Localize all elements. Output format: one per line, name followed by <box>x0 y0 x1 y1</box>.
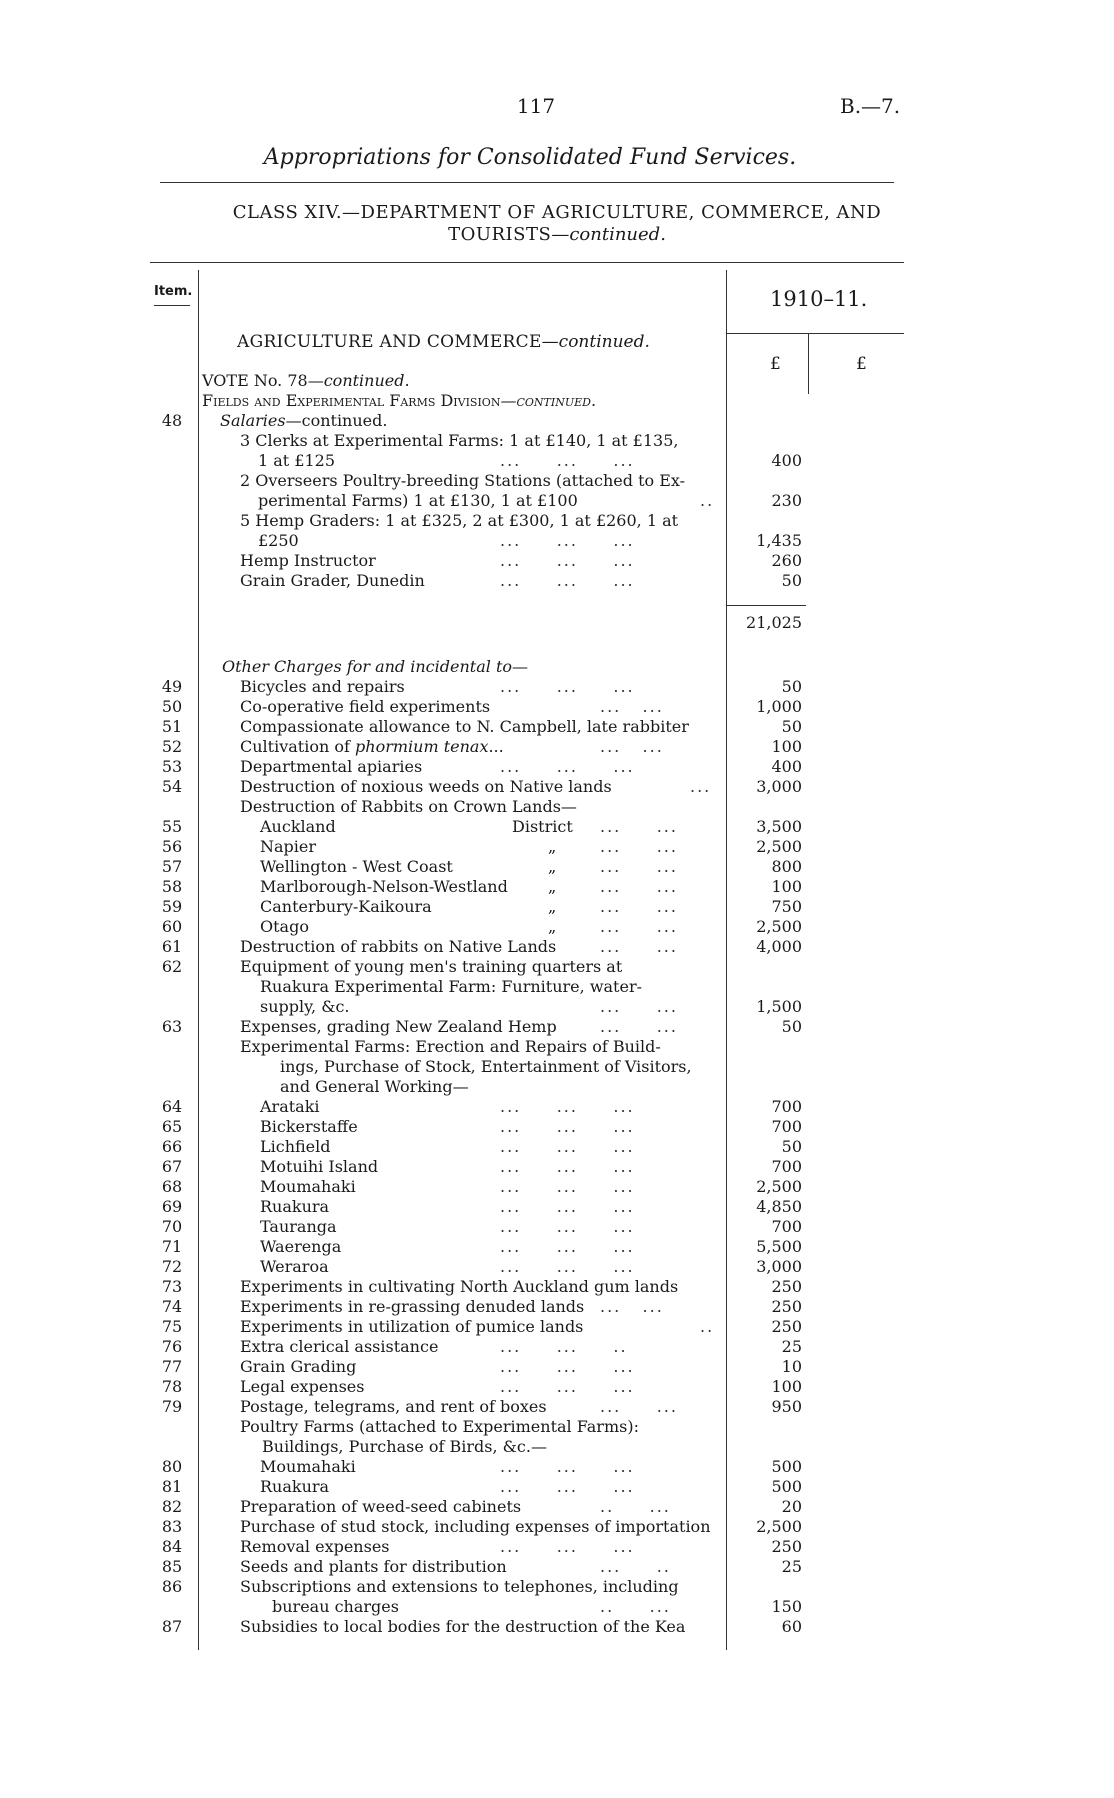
table-row <box>0 837 1114 857</box>
item-description: Experiments in utilization of pumice lands <box>240 1317 584 1336</box>
leader-dots: ... ... ... <box>500 1137 635 1156</box>
item-number: 79 <box>161 1397 183 1416</box>
leader-dots: ... ... ... <box>500 1157 635 1176</box>
item-description: Destruction of noxious weeds on Native lands <box>240 777 612 796</box>
item-column-header: Item. <box>154 284 193 299</box>
hemp-graders-amount: 1,435 <box>756 531 802 550</box>
item-description: Experiments in cultivating North Auckland gum lands <box>240 1277 679 1296</box>
subtotal-rule <box>726 605 806 606</box>
title-rule <box>160 182 894 183</box>
table-row <box>0 677 1114 697</box>
item-number: 61 <box>161 937 183 956</box>
table-row <box>0 1257 1114 1277</box>
table-row <box>0 1517 1114 1537</box>
item-number: 86 <box>161 1577 183 1596</box>
amount-cell: 250 <box>771 1297 802 1316</box>
item-number: 69 <box>161 1197 183 1216</box>
item-description: Subsidies to local bodies for the destruction of the Kea <box>240 1617 686 1636</box>
leader-dots: ... ... <box>600 817 678 836</box>
leader-dots: ... ... <box>600 837 678 856</box>
item-number: 49 <box>161 677 183 696</box>
item-description: Canterbury-Kaikoura <box>260 897 432 916</box>
leader-dots: ... ... ... <box>500 551 635 570</box>
poultry-heading-line1: Poultry Farms (attached to Experimental Farms): <box>240 1417 639 1436</box>
item-description: Moumahaki <box>260 1177 356 1196</box>
currency-symbol-col1: £ <box>770 354 781 374</box>
item-number: 64 <box>161 1097 183 1116</box>
item-number: 72 <box>161 1257 183 1276</box>
other-charges-heading: Other Charges for and incidental to— <box>222 657 529 676</box>
item-description: Extra clerical assistance <box>240 1337 439 1356</box>
amount-cell: 2,500 <box>756 1177 802 1196</box>
salaries-heading <box>220 411 387 431</box>
leader-dots: ... ... ... <box>500 1457 635 1476</box>
table-row <box>0 1097 1114 1117</box>
leader-dots: ... ... ... <box>500 1177 635 1196</box>
item-number: 80 <box>161 1457 183 1476</box>
grain-grader-amount: 50 <box>781 571 802 590</box>
item-number: 82 <box>161 1497 183 1516</box>
leader-dots: ... ... ... <box>500 1477 635 1496</box>
overseers-amount: 230 <box>771 491 802 510</box>
item-number: 58 <box>161 877 183 896</box>
leader-dots: ... .. <box>600 1557 671 1576</box>
amount-cell: 700 <box>771 1217 802 1236</box>
hemp-instructor: Hemp Instructor <box>240 551 376 570</box>
division-text: Fields and Experimental Farms Division <box>202 391 501 410</box>
item-number: 76 <box>161 1337 183 1356</box>
amount-cell: 50 <box>781 1017 802 1036</box>
table-top-rule <box>150 262 904 263</box>
item-description: Arataki <box>260 1097 320 1116</box>
item-description: Otago <box>260 917 309 936</box>
leader-dots: ... ... <box>600 697 664 716</box>
item-description: Purchase of stud stock, including expenses of importation <box>240 1517 711 1536</box>
leader-dots: ... ... <box>600 997 678 1016</box>
amount-cell: 3,000 <box>756 1257 802 1276</box>
amount-cell: 700 <box>771 1157 802 1176</box>
item-description: Legal expenses <box>240 1377 365 1396</box>
item-description: Cultivation of <box>240 737 350 756</box>
amount-cell: 50 <box>781 1137 802 1156</box>
leader-dots: ... ... ... <box>500 1217 635 1236</box>
salaries-text: Salaries <box>220 411 286 430</box>
amount-cell: 20 <box>781 1497 802 1516</box>
item-number: 57 <box>161 857 183 876</box>
table-row: 52 Cultivation of phormium tenax... ... ... 100 <box>0 737 1114 757</box>
item-description: Experiments in re-grassing denuded lands <box>240 1297 585 1316</box>
item-header-rule <box>154 305 190 306</box>
item-description: Seeds and plants for distribution <box>240 1557 507 1576</box>
amount-cell: 3,500 <box>756 817 802 836</box>
item-number: 59 <box>161 897 183 916</box>
table-row <box>0 1217 1114 1237</box>
item-description: Napier <box>260 837 317 856</box>
leader-dots: ... <box>690 777 712 796</box>
table-row <box>0 1577 1114 1597</box>
table-row <box>0 697 1114 717</box>
amount-cell: 4,850 <box>756 1197 802 1216</box>
table-row <box>0 957 1114 977</box>
leader-dots: ... ... ... <box>500 757 635 776</box>
item-number: 51 <box>161 717 183 736</box>
item-description: Waerenga <box>260 1237 342 1256</box>
item-number: 60 <box>161 917 183 936</box>
clerks-line2: 1 at £125 <box>258 451 336 470</box>
item-description: Expenses, grading New Zealand Hemp <box>240 1017 557 1036</box>
amount-cell: 60 <box>781 1617 802 1636</box>
item-description: Lichfield <box>260 1137 331 1156</box>
table-row <box>0 1397 1114 1417</box>
item-number: 74 <box>161 1297 183 1316</box>
item-number: 75 <box>161 1317 183 1336</box>
amount-cell: 2,500 <box>756 1517 802 1536</box>
item-description: Ruakura Experimental Farm: Furniture, water- <box>260 977 642 996</box>
amount-cell: 400 <box>771 757 802 776</box>
poultry-heading-line2: Buildings, Purchase of Birds, &c.— <box>262 1437 547 1456</box>
leader-dots: ... ... <box>600 917 678 936</box>
table-row <box>0 777 1114 797</box>
salaries-total: 21,025 <box>746 613 802 632</box>
table-row <box>0 1337 1114 1357</box>
leader-dots: ... ... ... <box>500 1197 635 1216</box>
amount-cell: 3,000 <box>756 777 802 796</box>
table-row <box>0 877 1114 897</box>
item-description: Ruakura <box>260 1477 330 1496</box>
amount-cell: 10 <box>781 1357 802 1376</box>
year-column-header: 1910–11. <box>770 287 868 311</box>
ditto-mark: „ <box>548 877 557 896</box>
section-title-continued: —continued. <box>541 332 650 352</box>
item-description: Ruakura <box>260 1197 330 1216</box>
item-number: 48 <box>161 411 183 430</box>
table-row <box>0 1017 1114 1037</box>
table-row <box>0 1377 1114 1397</box>
item-number: 68 <box>161 1177 183 1196</box>
item-number: 85 <box>161 1557 183 1576</box>
leader-dots: ... ... <box>600 1017 678 1036</box>
leader-dots: ... ... ... <box>500 1537 635 1556</box>
table-row <box>0 1277 1114 1297</box>
item-description: Removal expenses <box>240 1537 390 1556</box>
item-description: Destruction of rabbits on Native Lands <box>240 937 557 956</box>
ditto-mark: „ <box>548 917 557 936</box>
amount-cell: 100 <box>771 737 802 756</box>
item-number: 70 <box>161 1217 183 1236</box>
class-heading-line2: TOURISTS <box>448 224 552 245</box>
table-row <box>0 1357 1114 1377</box>
amount-cell: 25 <box>781 1557 802 1576</box>
item-description: supply, &c. <box>260 997 350 1016</box>
currency-symbol-col2: £ <box>856 354 867 374</box>
leader-dots: .. <box>700 491 715 510</box>
division-continued: —continued. <box>500 391 597 410</box>
item-number: 81 <box>161 1477 183 1496</box>
item-description: bureau charges <box>272 1597 399 1616</box>
item-description: Auckland <box>260 817 336 836</box>
overseers-line1: 2 Overseers Poultry-breeding Stations (attached to Ex- <box>240 471 686 490</box>
item-description: Moumahaki <box>260 1457 356 1476</box>
item-description: Compassionate allowance to N. Campbell, late rabbiter <box>240 717 689 736</box>
table-row <box>0 1297 1114 1317</box>
item-number: 50 <box>161 697 183 716</box>
item-number: 84 <box>161 1537 183 1556</box>
leader-dots: ... ... ... <box>500 1257 635 1276</box>
table-row <box>0 1117 1114 1137</box>
farms-heading-line2: ings, Purchase of Stock, Entertainment of Visitors, <box>280 1057 692 1076</box>
table-row <box>0 937 1114 957</box>
table-row <box>0 1457 1114 1477</box>
table-row <box>0 817 1114 837</box>
table-row <box>0 1137 1114 1157</box>
item-number: 71 <box>161 1237 183 1256</box>
leader-dots: .. ... <box>600 1597 671 1616</box>
amount-cell: 1,000 <box>756 697 802 716</box>
district-label: District <box>512 817 573 836</box>
page-title: Appropriations for Consolidated Fund Services. <box>263 145 797 170</box>
amount-cell: 5,500 <box>756 1237 802 1256</box>
class-heading <box>0 202 1114 246</box>
item-description: phormium tenax <box>355 737 489 756</box>
ditto-mark: „ <box>548 857 557 876</box>
table-row <box>0 917 1114 937</box>
item-description: Tauranga <box>260 1217 337 1236</box>
item-description: Weraroa <box>260 1257 329 1276</box>
hemp-graders-line1: 5 Hemp Graders: 1 at £325, 2 at £300, 1 at £260, 1 at <box>240 511 679 530</box>
class-heading-line1: CLASS XIV.—DEPARTMENT OF AGRICULTURE, COMMERCE, AND <box>232 202 882 223</box>
item-description: Marlborough-Nelson-Westland <box>260 877 508 896</box>
table-row <box>0 1617 1114 1637</box>
amount-cell: 100 <box>771 877 802 896</box>
item-description: Postage, telegrams, and rent of boxes <box>240 1397 547 1416</box>
vote-continued: —continued. <box>307 371 410 390</box>
page-number: 117 <box>516 94 556 118</box>
amount-cell: 50 <box>781 677 802 696</box>
amount-cell: 700 <box>771 1097 802 1116</box>
leader-dots: ... ... .. <box>500 1337 628 1356</box>
amount-cell: 800 <box>771 857 802 876</box>
year-header-rule <box>726 333 904 334</box>
leader-dots: ... ... ... <box>500 1377 635 1396</box>
item-description: Departmental apiaries <box>240 757 423 776</box>
division-heading <box>202 391 596 411</box>
vote-text: VOTE No. 78 <box>202 371 308 390</box>
leader-dots: ... ... <box>600 857 678 876</box>
item-number: 52 <box>161 737 183 756</box>
item-number: 56 <box>161 837 183 856</box>
ditto-mark: „ <box>548 897 557 916</box>
leader-dots: ... ... <box>600 877 678 896</box>
table-row <box>0 1477 1114 1497</box>
leader-dots: ... ... <box>600 937 678 956</box>
item-number: 53 <box>161 757 183 776</box>
item-number: 67 <box>161 1157 183 1176</box>
clerks-amount: 400 <box>771 451 802 470</box>
leader-dots: ... ... ... <box>500 1237 635 1256</box>
table-row <box>0 1317 1114 1337</box>
amount-cell: 700 <box>771 1117 802 1136</box>
leader-dots: ... ... ... <box>500 677 635 696</box>
table-row <box>0 857 1114 877</box>
section-title-text: AGRICULTURE AND COMMERCE <box>237 332 542 352</box>
amount-cell: 100 <box>771 1377 802 1396</box>
item-number: 65 <box>161 1117 183 1136</box>
item-description: Equipment of young men's training quarters at <box>240 957 623 976</box>
leader-dots: ... ... <box>600 737 664 756</box>
table-row <box>0 897 1114 917</box>
leader-dots: .. ... <box>600 1497 671 1516</box>
amount-cell: 950 <box>771 1397 802 1416</box>
amount-cell: 250 <box>771 1317 802 1336</box>
overseers-line2: perimental Farms) 1 at £130, 1 at £100 <box>258 491 578 510</box>
amount-cell: 2,500 <box>756 837 802 856</box>
ditto-mark: „ <box>548 837 557 856</box>
clerks-line1: 3 Clerks at Experimental Farms: 1 at £140, 1 at £135, <box>240 431 679 450</box>
table-row <box>0 1237 1114 1257</box>
amount-cell: 500 <box>771 1477 802 1496</box>
leader-dots: ... ... ... <box>500 1097 635 1116</box>
item-description: Bicycles and repairs <box>240 677 405 696</box>
item-number: 63 <box>161 1017 183 1036</box>
amount-cell: 250 <box>771 1277 802 1296</box>
leader-dots: ... ... ... <box>500 571 635 590</box>
table-row <box>0 717 1114 737</box>
item-description: Preparation of weed-seed cabinets <box>240 1497 522 1516</box>
rabbits-heading: Destruction of Rabbits on Crown Lands— <box>240 797 577 816</box>
item-number: 73 <box>161 1277 183 1296</box>
amount-cell: 50 <box>781 717 802 736</box>
document-reference: B.—7. <box>840 94 901 118</box>
table-row <box>0 1557 1114 1577</box>
item-description: Co-operative field experiments <box>240 697 491 716</box>
item-number: 83 <box>161 1517 183 1536</box>
item-number: 55 <box>161 817 183 836</box>
amount-cell: 150 <box>771 1597 802 1616</box>
table-row <box>0 757 1114 777</box>
item-number: 78 <box>161 1377 183 1396</box>
amount-cell: 250 <box>771 1537 802 1556</box>
amount-cell: 25 <box>781 1337 802 1356</box>
item-description: Wellington - West Coast <box>260 857 453 876</box>
amount-cell: 500 <box>771 1457 802 1476</box>
leader-dots: ... ... ... <box>500 451 635 470</box>
amount-cell: 1,500 <box>756 997 802 1016</box>
leader-dots: ... ... <box>600 897 678 916</box>
leader-dots: ... ... ... <box>500 1357 635 1376</box>
farms-heading-line1: Experimental Farms: Erection and Repairs of Build- <box>240 1037 661 1056</box>
table-row <box>0 1197 1114 1217</box>
hemp-graders-line2: £250 <box>258 531 299 550</box>
amount-cell: 2,500 <box>756 917 802 936</box>
item-description: Motuihi Island <box>260 1157 379 1176</box>
hemp-instructor-amount: 260 <box>771 551 802 570</box>
table-row <box>0 1177 1114 1197</box>
amount-cell: 750 <box>771 897 802 916</box>
vote-heading <box>202 371 410 391</box>
item-description: Bickerstaffe <box>260 1117 358 1136</box>
item-number: 87 <box>161 1617 183 1636</box>
table-row <box>0 1157 1114 1177</box>
class-heading-continued: —continued. <box>551 224 666 245</box>
amount-cell: 4,000 <box>756 937 802 956</box>
table-row <box>0 1497 1114 1517</box>
leader-dots: ... ... <box>600 1397 678 1416</box>
leader-dots: ... ... ... <box>500 1117 635 1136</box>
item-number: 77 <box>161 1357 183 1376</box>
item-description: Subscriptions and extensions to telephones, including <box>240 1577 679 1596</box>
leader-dots: ... ... ... <box>500 531 635 550</box>
leader-dots: .. <box>700 1317 715 1336</box>
item-number: 66 <box>161 1137 183 1156</box>
grain-grader: Grain Grader, Dunedin <box>240 571 425 590</box>
item-description: Grain Grading <box>240 1357 357 1376</box>
leader-dots: ... ... <box>600 1297 664 1316</box>
item-number: 54 <box>161 777 183 796</box>
item-number: 62 <box>161 957 183 976</box>
section-title <box>237 332 650 352</box>
farms-heading-line3: and General Working— <box>280 1077 469 1096</box>
table-row <box>0 1537 1114 1557</box>
salaries-continued: —continued. <box>285 411 388 430</box>
